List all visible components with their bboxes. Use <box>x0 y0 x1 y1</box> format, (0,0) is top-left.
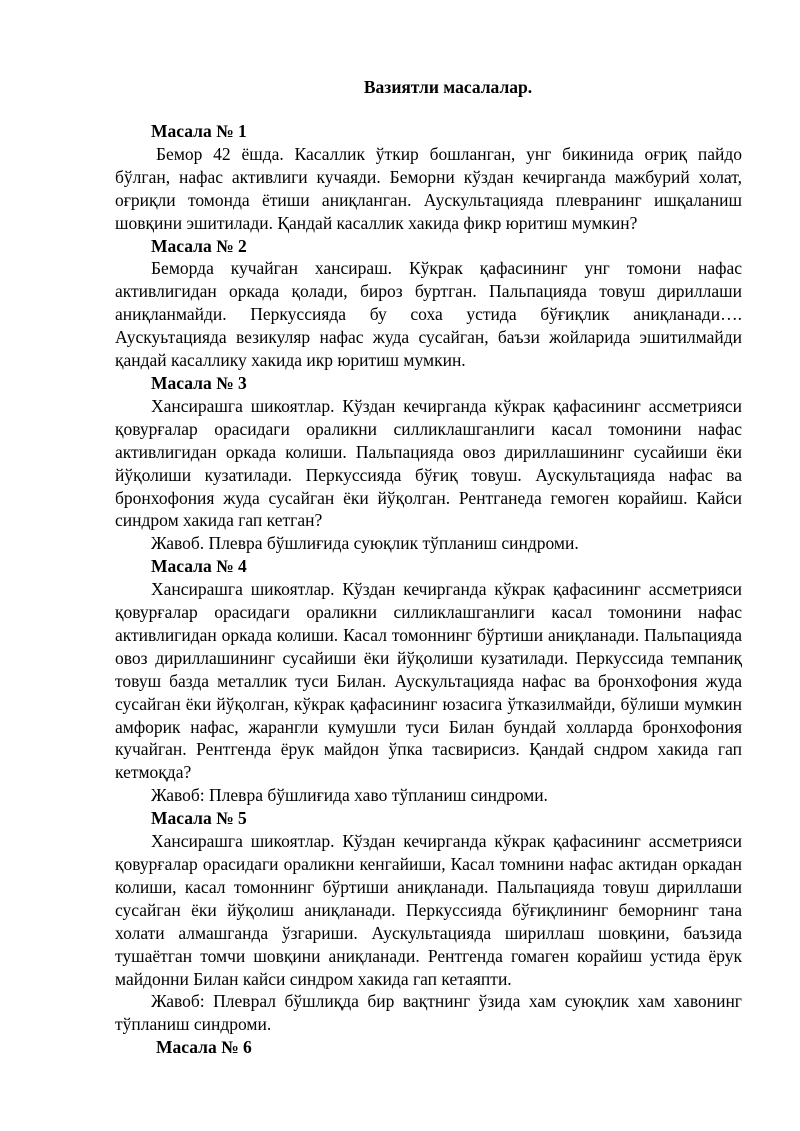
problem-5-answer: Жавоб: Плеврал бўшлиқда бир вақтнинг ўзида хам суюқлик хам хавонинг тўпланиш синдроми. <box>115 991 742 1035</box>
problem-3-heading: Масала № 3 <box>151 372 247 393</box>
problem-1-heading: Масала № 1 <box>151 121 247 141</box>
problem-5-heading: Масала № 5 <box>151 808 247 829</box>
problem-2-heading: Масала № 2 <box>151 235 247 256</box>
document-body <box>115 120 742 1059</box>
problem-5-text: Хансирашга шикоятлар. Кўздан кечирганда кўкрак қафасининг ассметрияси қовурғалар орасидаги ораликни кенгайиши, Касал томнини нафас актидан оркадан колиши, касал томоннинг бўртиши аниқланади. Пальпацияда товуш дириллаши сусайган ёки йўқолиш аниқланади. Перкуссияда бўғиқлининг беморнинг тана холати алмашганда ўзгариши. Аускультацияда шириллаш шовқини, баъзида тушаётган томчи шовқини аниқланади. Рентгенда гомаген корайиш устида ёрук майдонни Билан кайси синдром хакида гап кетаяпти. <box>115 831 742 989</box>
problem-2-text: Беморда кучайган хансираш. Кўкрак қафасининг унг томони нафас активлигидан оркада қолади, бироз буртган. Пальпацияда товуш дириллаши аниқланмайди. Перкуссияда бу соха устида бўғиқлик аниқланади…. Аускуьтацияда везикуляр нафас жуда сусайган, баъзи жойларида эшитилмайди қандай касаллику хакида икр юритиш мумкин. <box>115 258 742 371</box>
problem-1-text: Бемор 42 ёшда. Касаллик ўткир бошланган, унг бикинида оғриқ пайдо бўлган, нафас активлиги кучаяди. Беморни кўздан кечирганда мажбурий холат, оғриқли томонда ётиши аниқланган. Аускультацияда плевранинг ишқаланиш шовқини эшитилади. Қандай касаллик хакида фикр юритиш мумкин? <box>115 143 742 233</box>
problem-4-answer: Жавоб: Плевра бўшлиғида хаво тўпланиш синдроми. <box>151 785 548 806</box>
problem-6-heading: Масала № 6 <box>156 1037 252 1058</box>
problem-4-heading: Масала № 4 <box>151 556 247 577</box>
document-title: Вазиятли масалалар. <box>363 77 533 97</box>
problem-3-text: Хансирашга шикоятлар. Кўздан кечирганда кўкрак қафасининг ассметрияси қовурғалар орасидаги ораликни силликлашганлиги касал томонини нафас активлигидан оркада колиши. Пальпацияда овоз дириллашининг сусайиши ёки йўқолиши кузатилади. Перкуссияда бўғиқ товуш. Аускультацияда нафас ва бронхофония жуда сусайган ёки йўқолган. Рентганеда гемоген корайиш. Кайси синдром хакида гап кетган? <box>115 395 742 531</box>
problem-4-text: Хансирашга шикоятлар. Кўздан кечирганда кўкрак қафасининг ассметрияси қовурғалар орасидаги ораликни силликлашганлиги касал томонини нафас активлигидан оркада колиши. Касал томоннинг бўртиши аниқланади. Пальпацияда овоз дириллашининг сусайиши ёки йўқолиши кузатилади. Перкуссида темпаниқ товуш базда металлик туси Билан. Аускультацияда нафас ва бронхофония жуда сусайган ёки йўқолган, кўкрак қафасининг юзасига ўтказилмайди, бўлиши мумкин амфорик нафас, жарангли кумушли туси Билан бундай холларда бронхофония кучайган. Рентгенда ёрук майдон ўпка тасвирисиз. Қандай сндром хакида гап кетмоқда? <box>115 579 742 783</box>
problem-3-answer: Жавоб. Плевра бўшлиғида суюқлик тўпланиш синдроми. <box>151 533 579 554</box>
